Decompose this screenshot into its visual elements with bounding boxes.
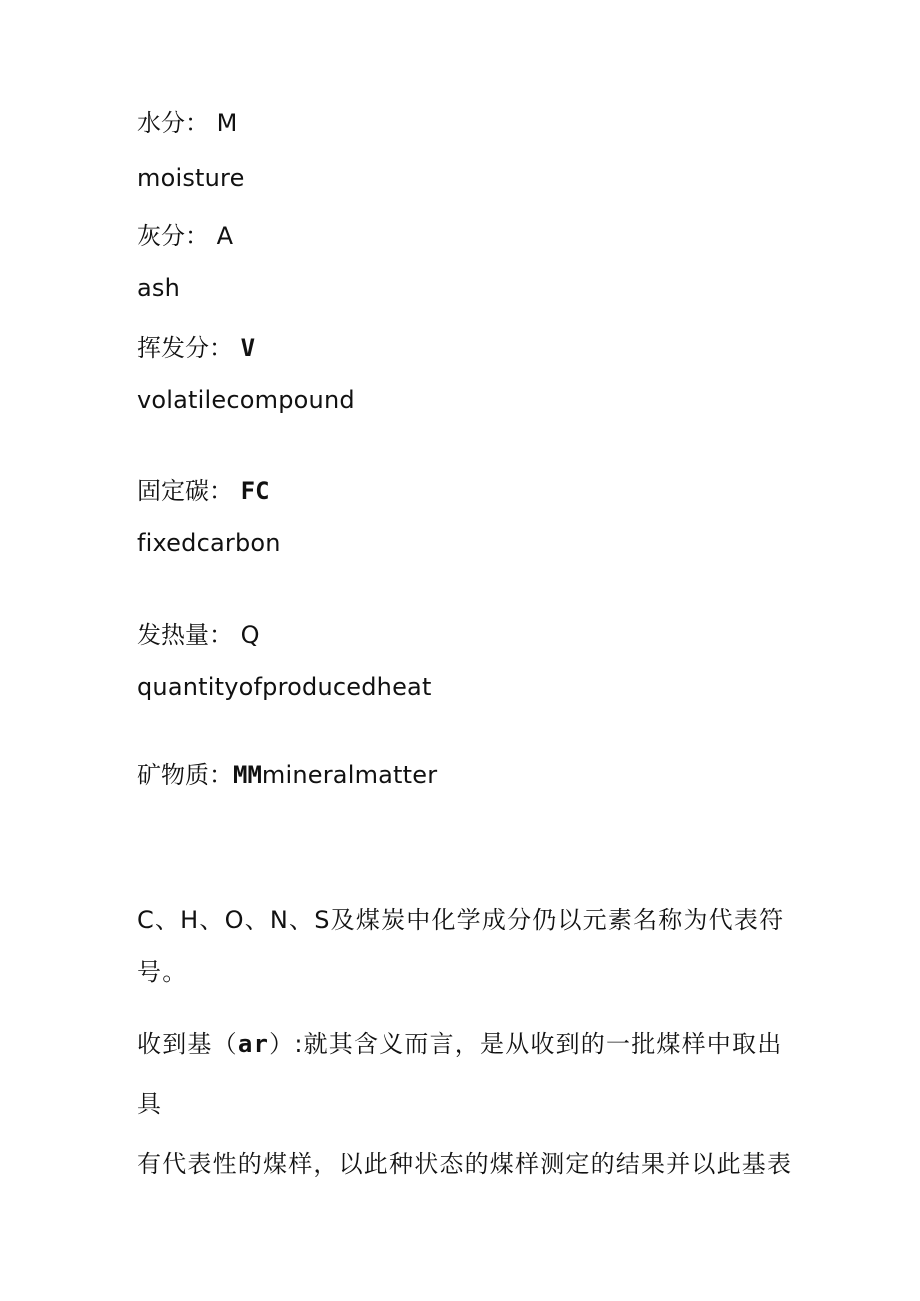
basis-paragraph (137, 1014, 797, 1194)
term-fixedcarbon-english: fixedcarbon (137, 529, 281, 557)
term-label: 矿物质： (137, 761, 233, 789)
term-ash-line (137, 221, 233, 251)
term-volatile-english: volatilecompound (137, 386, 355, 414)
term-label: 水分： (137, 109, 209, 137)
basis-code: ar (237, 1030, 270, 1058)
elements-line-2: 号。 (137, 958, 188, 986)
term-english: mineralmatter (261, 761, 438, 789)
term-heat-english: quantityofproducedheat (137, 673, 432, 701)
term-label: 挥发分： (137, 334, 233, 362)
basis-line-1 (137, 1014, 797, 1134)
term-symbol: Q (240, 621, 260, 649)
basis-line-2: 有代表性的煤样，以此种状态的煤样测定的结果并以此基表 (137, 1150, 793, 1178)
term-heat-line (137, 620, 260, 650)
term-symbol: A (216, 222, 234, 250)
term-symbol: V (240, 334, 256, 362)
term-ash-english: ash (137, 274, 181, 302)
term-label: 灰分： (137, 222, 209, 250)
basis-suffix: ）:就其含义而言，是从收到的一批煤样中取出具 (137, 1030, 783, 1118)
term-symbol: FC (240, 477, 270, 505)
term-fixedcarbon-line (137, 476, 270, 506)
term-label: 固定碳： (137, 477, 233, 505)
term-mineral-line (137, 760, 437, 790)
term-symbol: M (216, 109, 238, 137)
term-symbol: MM (233, 761, 262, 789)
term-volatile-line (137, 333, 255, 363)
elements-line-1: C、H、O、N、S及煤炭中化学成分仍以元素名称为代表符 (137, 906, 785, 934)
term-moisture-line (137, 108, 237, 138)
elements-paragraph (137, 890, 797, 1002)
term-moisture-english: moisture (137, 164, 245, 192)
term-label: 发热量： (137, 621, 233, 649)
basis-prefix: 收到基（ (137, 1030, 238, 1058)
